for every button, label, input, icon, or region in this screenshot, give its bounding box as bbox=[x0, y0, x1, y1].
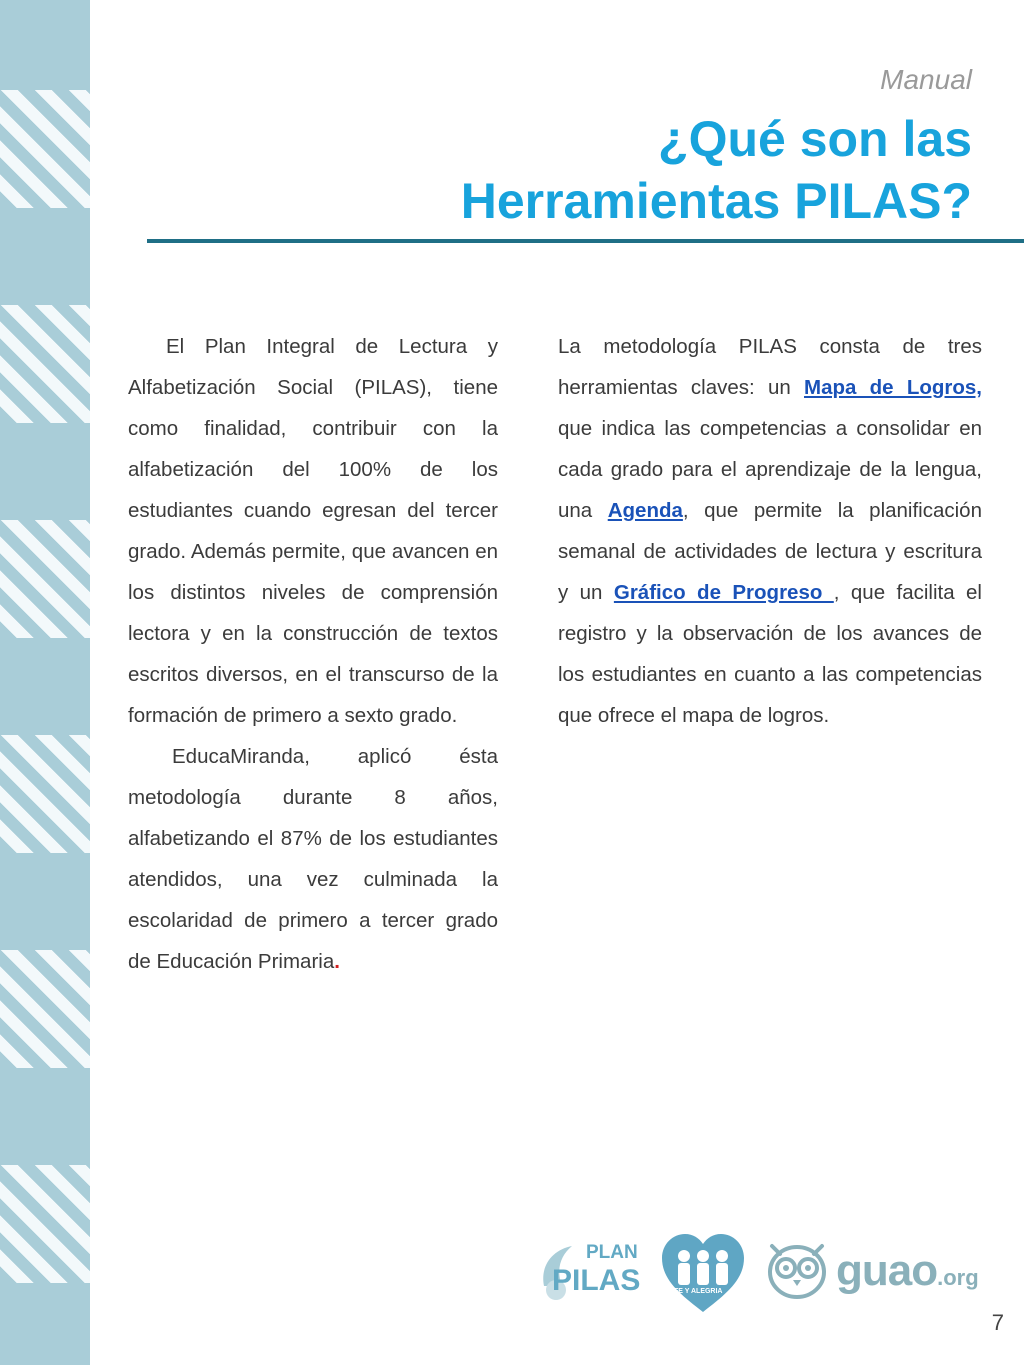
partner-logos bbox=[538, 1228, 988, 1318]
agenda-link[interactable]: Agenda bbox=[607, 499, 683, 522]
mapa-de-logros-link[interactable]: Mapa de Logros, bbox=[804, 376, 982, 399]
text-segment: , que permite la planificación semanal de actividades de lectura y escritura y un bbox=[558, 499, 982, 604]
fe-y-alegria-logo bbox=[660, 1232, 746, 1314]
stripe-band bbox=[0, 1165, 90, 1283]
paragraph-metodologia bbox=[558, 326, 982, 736]
red-period: . bbox=[334, 950, 340, 973]
paragraph-educamiranda bbox=[128, 736, 498, 982]
pilas-word: PILAS bbox=[552, 1264, 641, 1297]
stripe-band bbox=[0, 305, 90, 423]
owl-icon bbox=[766, 1236, 828, 1300]
stripe-band bbox=[0, 520, 90, 638]
page-number: 7 bbox=[991, 1310, 1004, 1335]
grafico-de-progreso-link[interactable]: Gráfico de Progreso bbox=[613, 581, 834, 604]
fe-y-alegria-text: FE Y ALEGRIA bbox=[674, 1288, 723, 1295]
guao-logo bbox=[836, 1246, 979, 1296]
stripe-band bbox=[0, 90, 90, 208]
paragraph-plan-integral: El Plan Integral de Lectura y Alfabetización Social (PILAS), tiene como finalidad, contribuir con la alfabetización del 100% de los estudiantes cuando egresan del tercer grado. Además permite, que avancen en los distintos niveles de comprensión lectora y en la construcción de textos escritos diversos, en el transcurso de la formación de primero a sexto grado. bbox=[128, 335, 498, 727]
owl-logo bbox=[766, 1236, 828, 1300]
section-label: Manual bbox=[880, 64, 972, 95]
text-segment: que indica las competencias a consolidar en cada grado para el aprendizaje de la lengua, una bbox=[558, 417, 982, 522]
title-line-1: ¿Qué son las bbox=[658, 111, 972, 167]
decorative-sidebar bbox=[0, 0, 90, 1365]
page-title bbox=[272, 108, 972, 232]
heart-children-icon bbox=[660, 1232, 746, 1314]
title-divider bbox=[147, 239, 1024, 243]
guao-word: guao bbox=[836, 1246, 938, 1295]
plan-pilas-logo bbox=[538, 1236, 641, 1308]
text-segment: La metodología PILAS consta de tres herramientas claves: un bbox=[558, 335, 982, 399]
title-line-2: Herramientas PILAS? bbox=[460, 173, 972, 229]
stripe-band bbox=[0, 950, 90, 1068]
right-column bbox=[558, 326, 982, 736]
stripe-band bbox=[0, 735, 90, 853]
plan-word: PLAN bbox=[586, 1242, 638, 1263]
text-segment: , que facilita el registro y la observación de los avances de los estudiantes en cuanto a las competencias que ofrece el mapa de logros. bbox=[558, 581, 982, 727]
left-column bbox=[128, 326, 498, 982]
paragraph-educamiranda-text: EducaMiranda, aplicó ésta metodología durante 8 años, alfabetizando el 87% de los estudiantes atendidos, una vez culminada la escolaridad de primero a tercer grado de Educación Primaria bbox=[128, 745, 498, 973]
guao-tld: .org bbox=[937, 1265, 979, 1290]
